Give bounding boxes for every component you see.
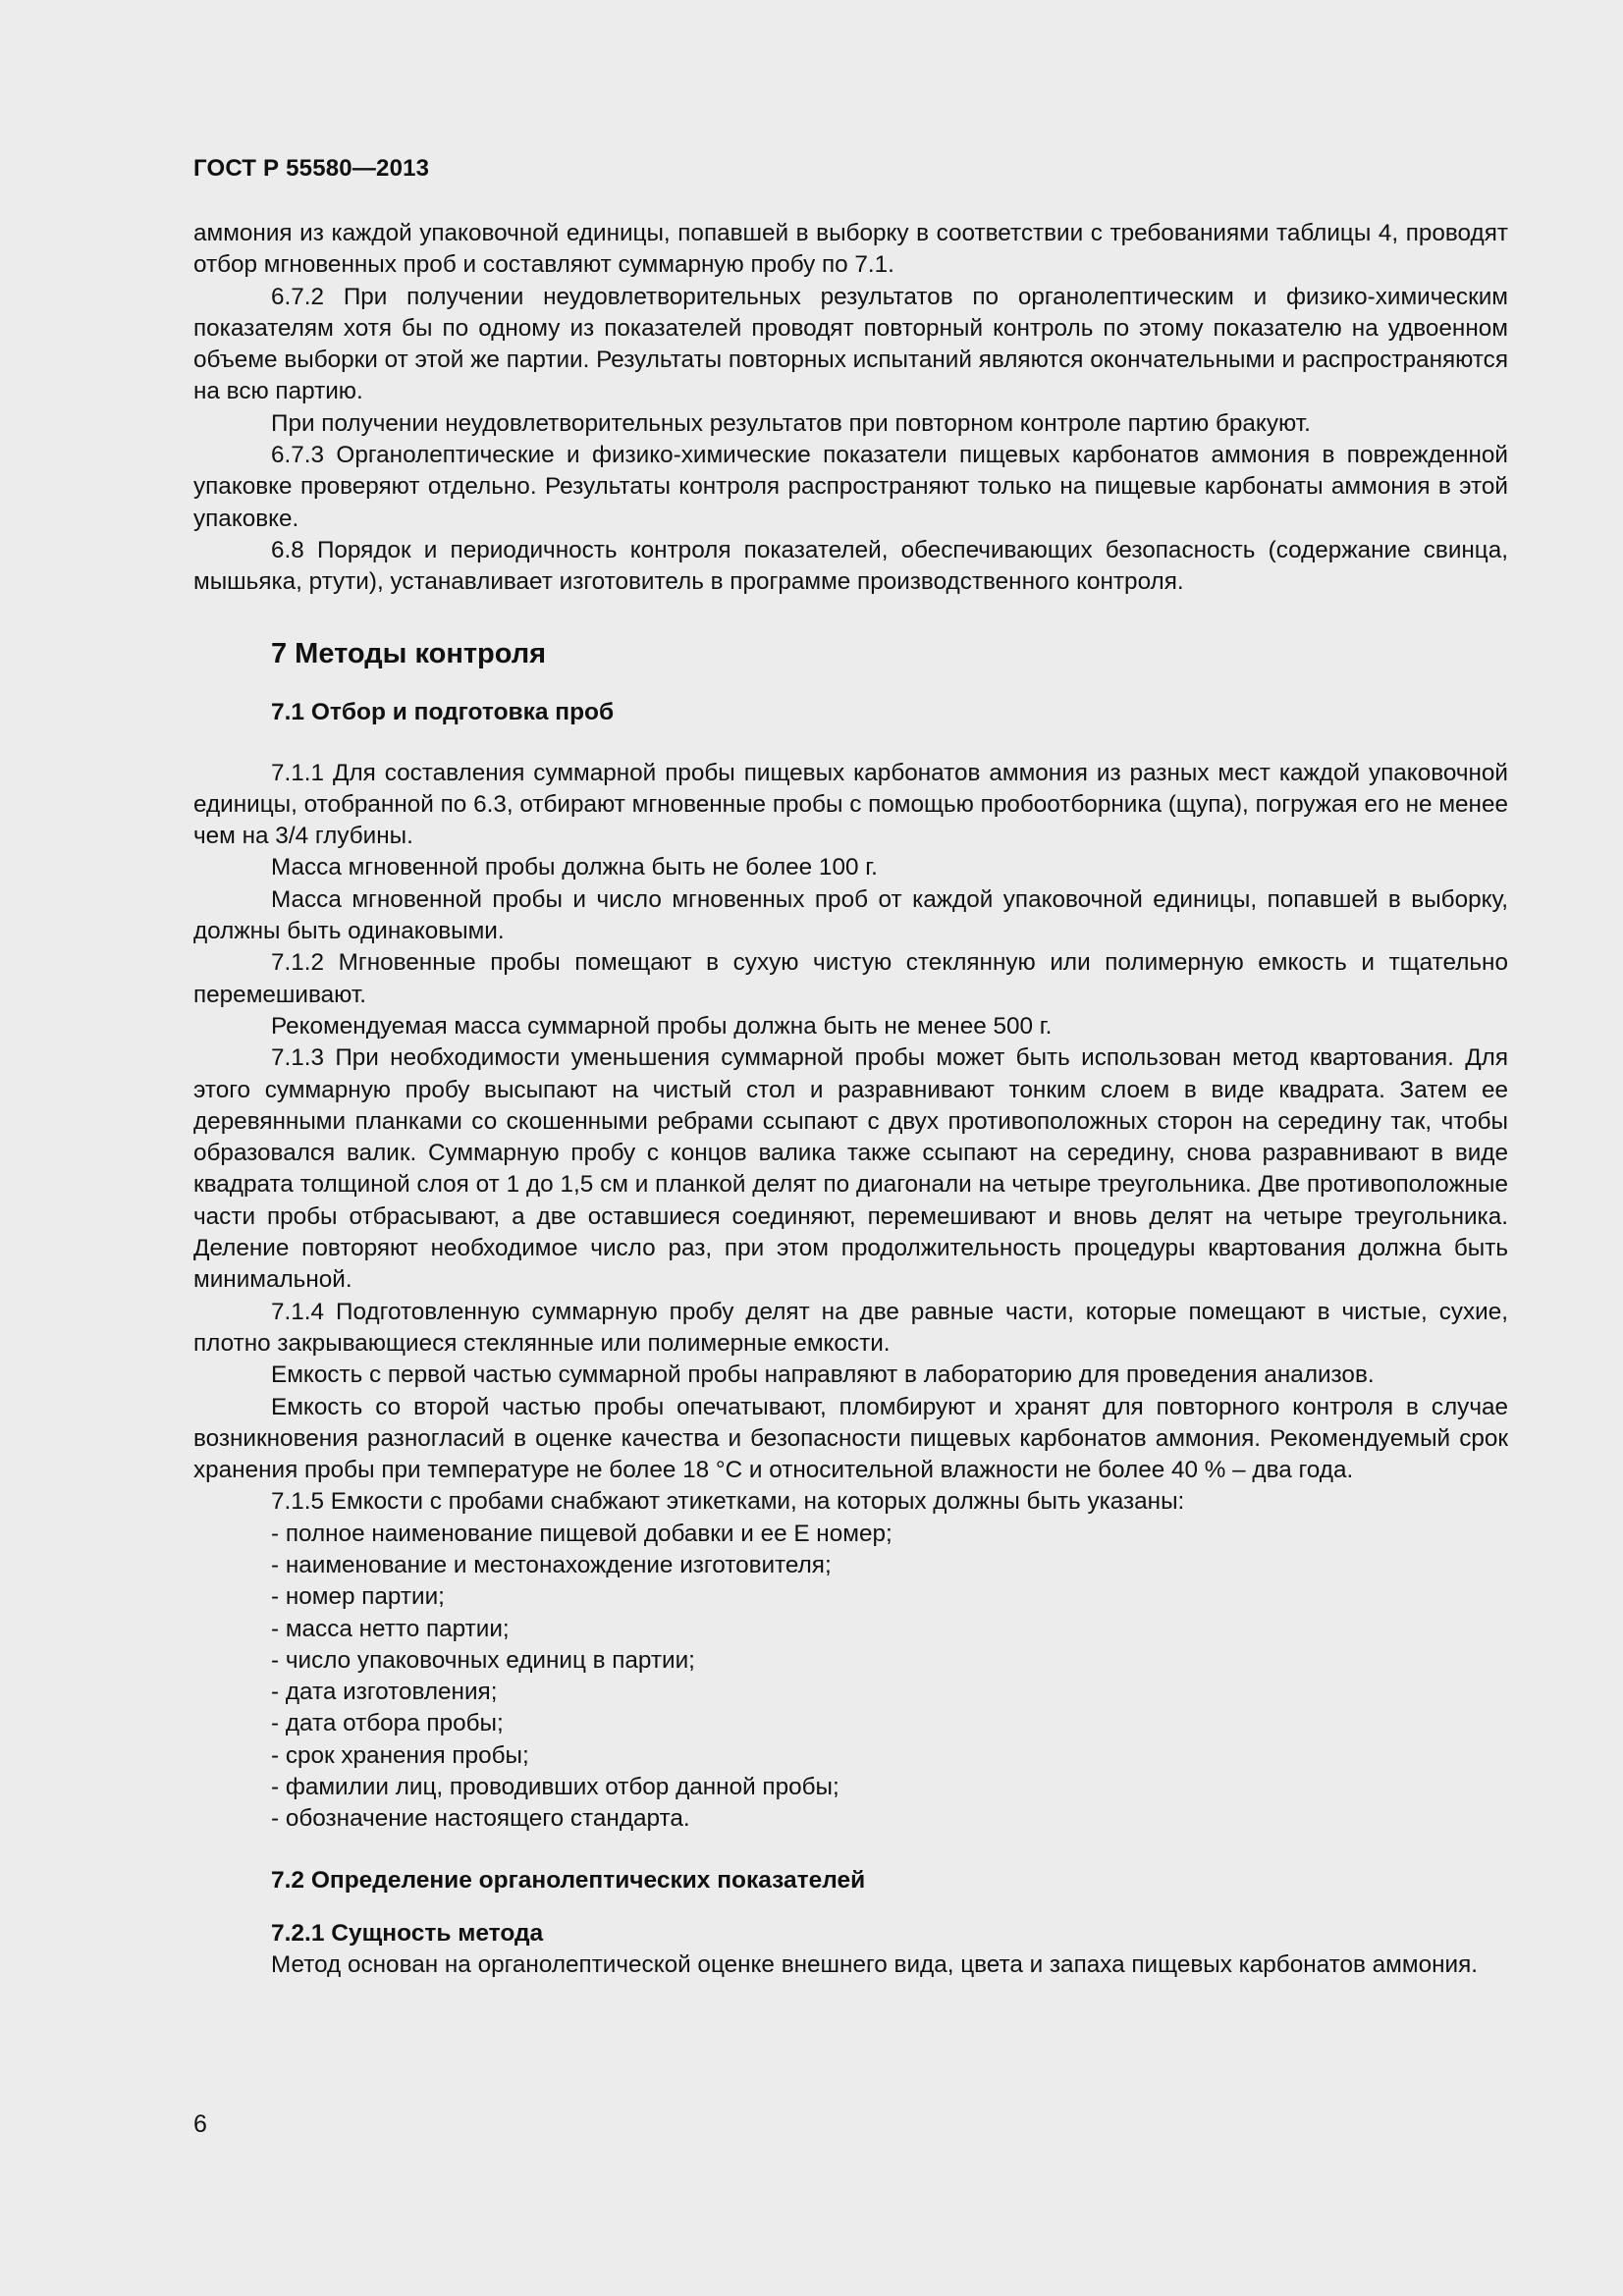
paragraph-7-1-4: 7.1.4 Подготовленную суммарную пробу делят на две равные части, которые помещают в чистые, сухие, плотно закрывающиеся стеклянные или полимерные емкости. [193, 1298, 1508, 1357]
paragraph-7-1-3: 7.1.3 При необходимости уменьшения суммарной пробы может быть использован метод квартования. Для этого суммарную пробу высыпают на чистый стол и разравнивают тонким слоем в виде квадрата. Затем ее деревянными планками со скошенными ребрами ссыпают с двух противоположных сторон на середину так, чтобы образовался валик. Суммарную пробу с концов валика также ссыпают на середину, снова разравнивают в виде квадрата толщиной слоя от 1 до 1,5 см и планкой делят по диагонали на четыре треугольника. Две противоположные части пробы отбрасывают, а две оставшиеся соединяют, перемешивают и вновь делят на четыре треугольника. Деление повторяют необходимое число раз, при этом продолжительность процедуры квартования должна быть минимальной. [193, 1044, 1508, 1294]
paragraph: аммония из каждой упаковочной единицы, попавшей в выборку в соответствии с требованиями таблицы 4, проводят отбор мгновенных проб и составляют суммарную пробу по 7.1. [193, 220, 1508, 279]
list-item: - срок хранения пробы; [271, 1741, 529, 1769]
paragraph-7-1-2: 7.1.2 Мгновенные пробы помещают в сухую чистую стеклянную или полимерную емкость и тщательно перемешивают. [193, 949, 1508, 1008]
subsection-heading-7-1: 7.1 Отбор и подготовка проб [271, 698, 615, 725]
list-item: - обозначение настоящего стандарта. [271, 1805, 690, 1833]
paragraph: Рекомендуемая масса суммарной пробы должна быть не менее 500 г. [271, 1012, 1053, 1040]
list-item: - масса нетто партии; [271, 1615, 510, 1642]
paragraph-7-1-1: 7.1.1 Для составления суммарной пробы пищевых карбонатов аммония из разных мест каждой упаковочной единицы, отобранной по 6.3, отбирают мгновенные пробы с помощью пробоотборника (щупа), погружая его не менее чем на 3/4 глубины. [193, 759, 1508, 850]
paragraph: Емкость с первой частью суммарной пробы направляют в лабораторию для проведения анализов. [271, 1362, 1375, 1389]
label-requirements-list [193, 1519, 1508, 1836]
document-header: ГОСТ Р 55580—2013 [193, 155, 430, 182]
paragraph: Масса мгновенной пробы и число мгновенных проб от каждой упаковочной единицы, попавшей в выборку, должны быть одинаковыми. [193, 885, 1508, 945]
list-item: - дата отбора пробы; [271, 1710, 504, 1737]
paragraph: Емкость со второй частью пробы опечатывают, пломбируют и хранят для повторного контроля в случае возникновения разногласий в оценке качества и безопасности пищевых карбонатов аммония. Рекомендуемый срок хранения пробы при температуре не более 18 °С и относительной влажности не более 40 % – два года. [193, 1393, 1508, 1484]
subsection-heading-7-2-1: 7.2.1 Сущность метода [271, 1919, 544, 1947]
section-heading-7: 7 Методы контроля [271, 637, 547, 669]
list-item: - фамилии лиц, проводивших отбор данной пробы; [271, 1774, 839, 1801]
paragraph: Метод основан на органолептической оценке внешнего вида, цвета и запаха пищевых карбонатов аммония. [271, 1950, 1478, 1978]
subsection-heading-7-2: 7.2 Определение органолептических показателей [271, 1866, 866, 1894]
list-item: - дата изготовления; [271, 1679, 498, 1706]
page-body [193, 218, 1508, 1981]
page-number: 6 [193, 2110, 207, 2138]
list-item: - число упаковочных единиц в партии; [271, 1646, 695, 1674]
paragraph-6-8: 6.8 Порядок и периодичность контроля показателей, обеспечивающих безопасность (содержание свинца, мышьяка, ртути), устанавливает изготовитель в программе производственного контроля. [193, 536, 1508, 596]
list-item: - номер партии; [271, 1583, 445, 1611]
paragraph: При получении неудовлетворительных результатов при повторном контроле партию бракуют. [271, 409, 1311, 437]
paragraph-6-7-2: 6.7.2 При получении неудовлетворительных результатов по органолептическим и физико-химическим показателям хотя бы по одному из показателей проводят повторный контроль по этому показателю на удвоенном объеме выборки от этой же партии. Результаты повторных испытаний являются окончательными и распространяются на всю партию. [193, 283, 1508, 405]
paragraph-7-1-5: 7.1.5 Емкости с пробами снабжают этикетками, на которых должны быть указаны: [271, 1488, 1185, 1516]
paragraph-6-7-3: 6.7.3 Органолептические и физико-химические показатели пищевых карбонатов аммония в поврежденной упаковке проверяют отдельно. Результаты контроля распространяют только на пищевые карбонаты аммония в этой упаковке. [193, 442, 1508, 532]
paragraph: Масса мгновенной пробы должна быть не более 100 г. [271, 854, 878, 881]
list-item: - наименование и местонахождение изготовителя; [271, 1551, 832, 1578]
list-item: - полное наименование пищевой добавки и ее Е номер; [271, 1520, 893, 1547]
